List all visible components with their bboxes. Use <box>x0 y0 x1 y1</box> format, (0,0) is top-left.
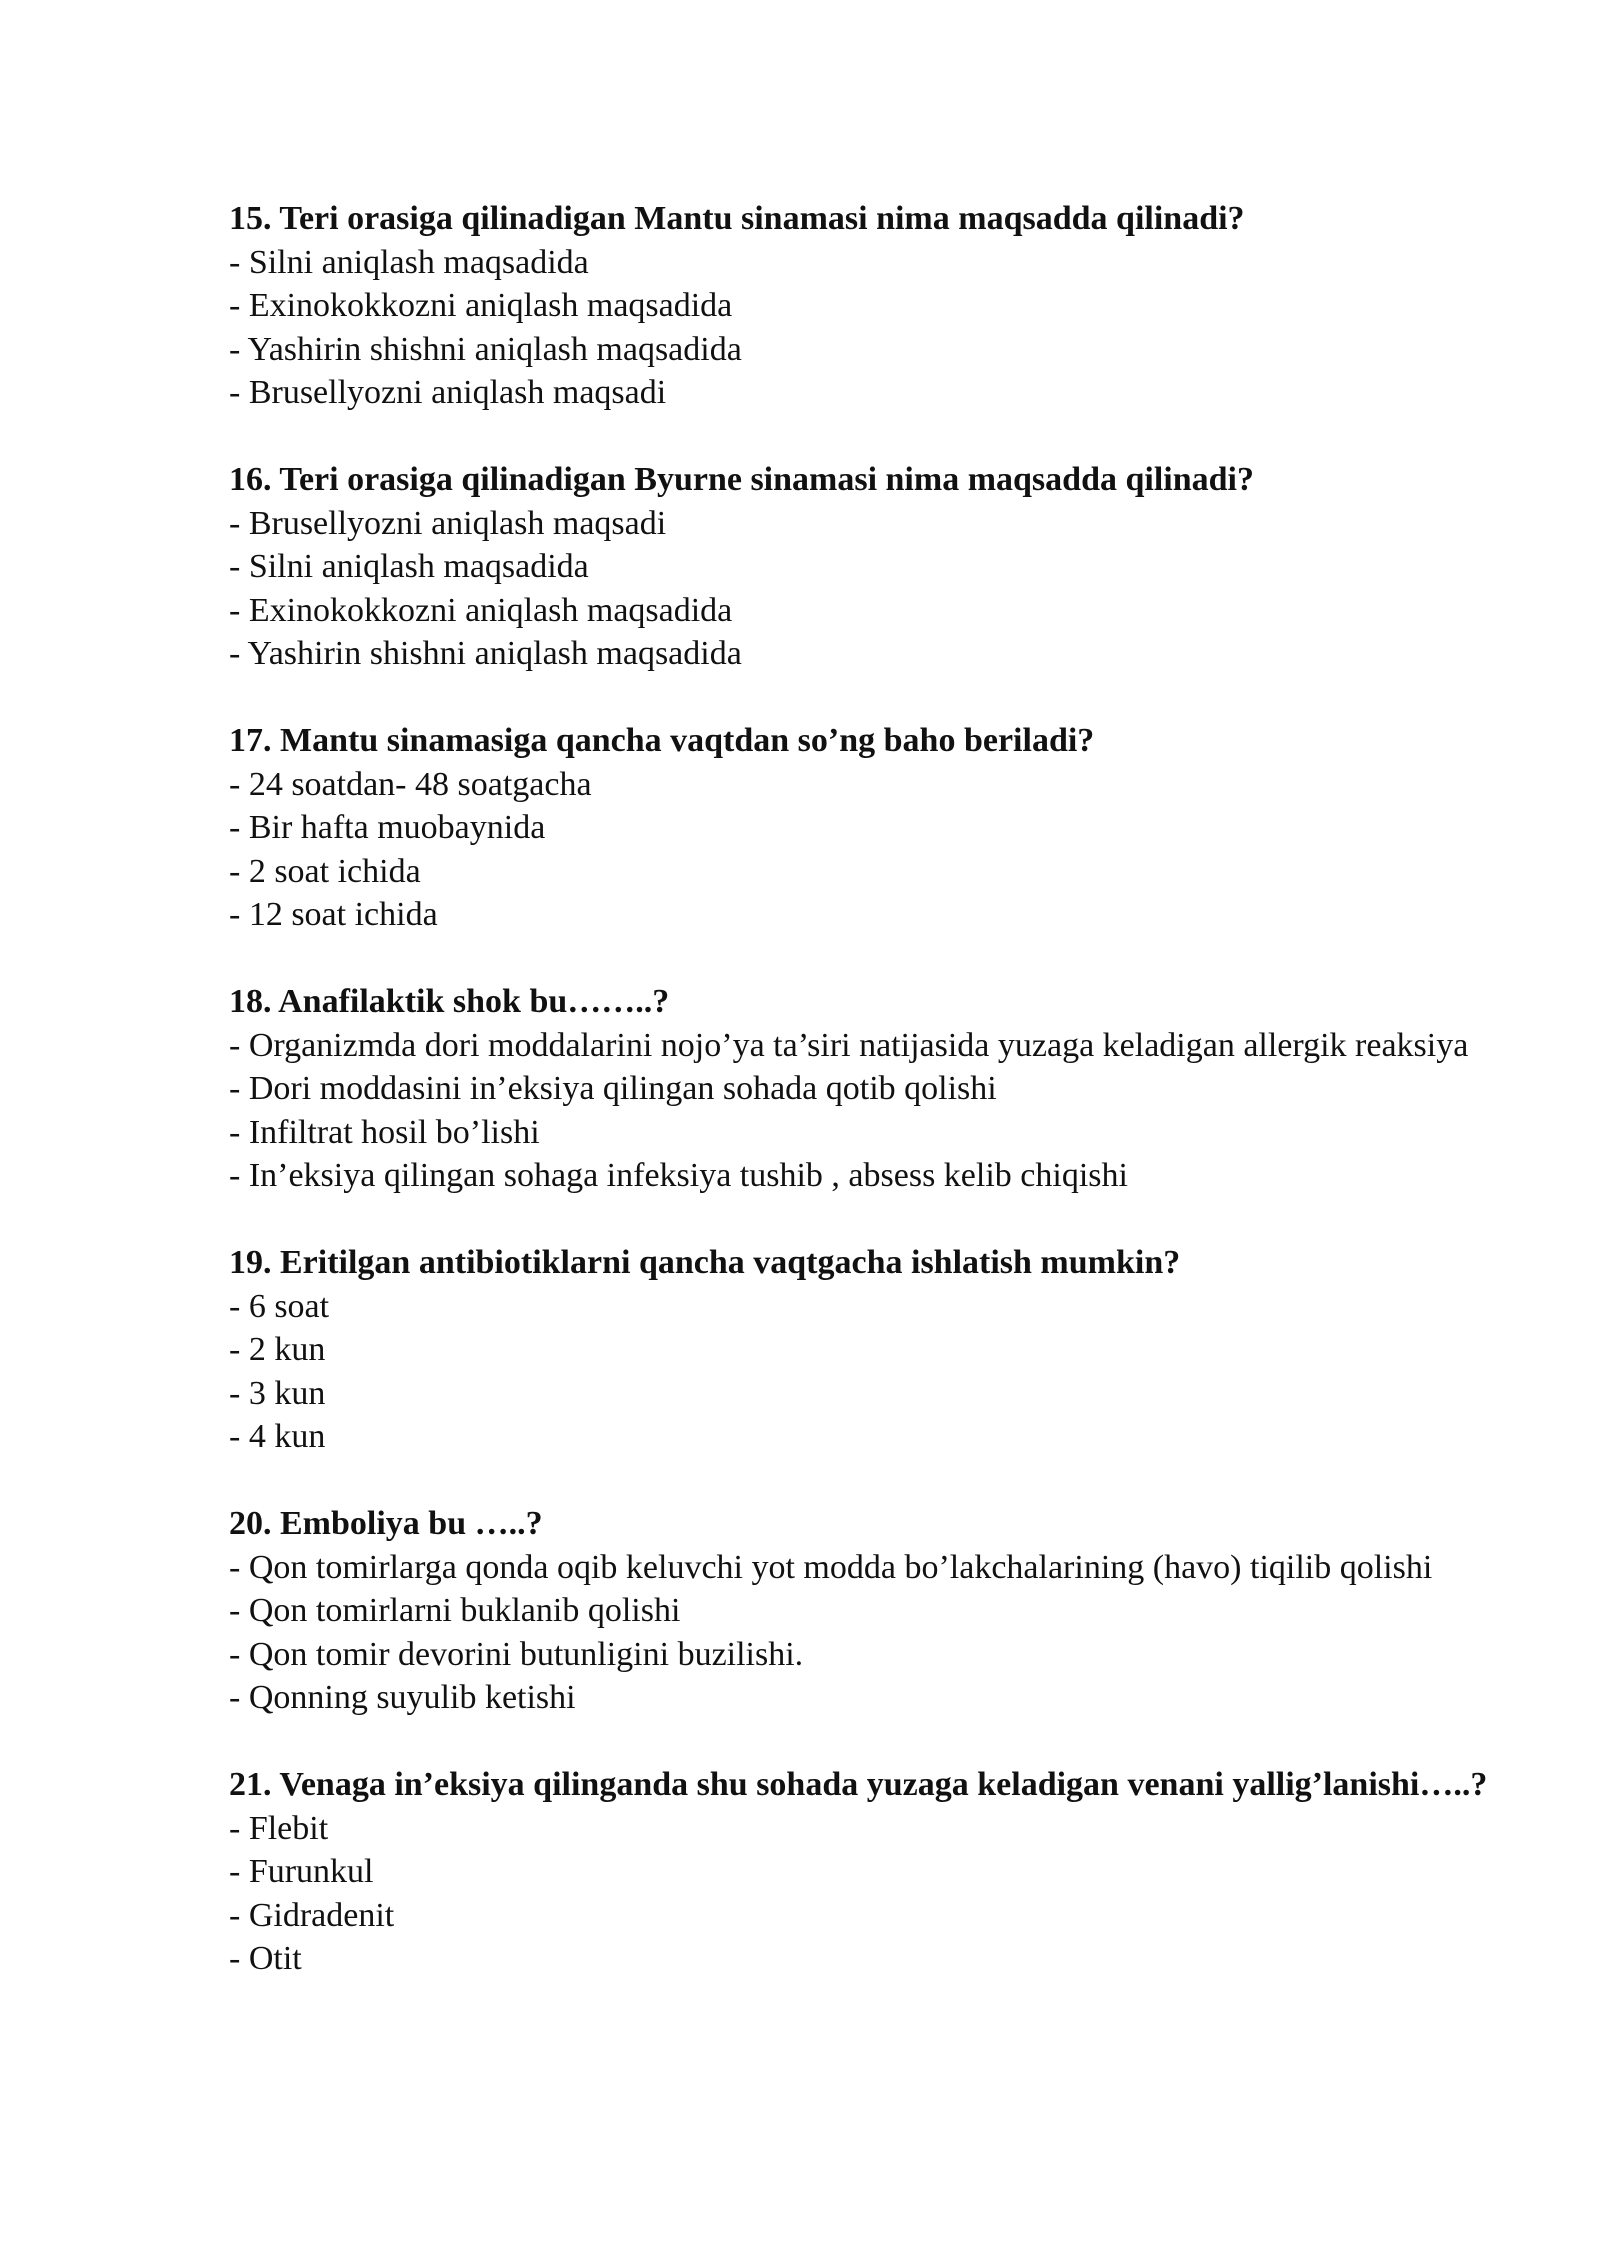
answer-option: - Brusellyozni aniqlash maqsadi <box>229 504 667 542</box>
answer-option: - 2 kun <box>229 1331 326 1368</box>
answer-option: - Qon tomirlarga qonda oqib keluvchi yot modda bo’lakchalarining (havo) tiqilib qolishi <box>229 1548 1433 1586</box>
answer-option: - Qon tomirlarni buklanib qolishi <box>229 1592 681 1629</box>
answer-option: - Yashirin shishni aniqlash maqsadida <box>229 330 742 368</box>
answer-option: - Exinokokkozni aniqlash maqsadida <box>229 287 733 324</box>
question-16 <box>229 458 1489 676</box>
answer-option: - Otit <box>229 1940 302 1977</box>
answer-option: - 24 soatdan- 48 soatgacha <box>229 765 592 803</box>
question-18 <box>229 980 1489 1198</box>
answer-option: - 6 soat <box>229 1287 330 1325</box>
question-title: 20. Emboliya bu …..? <box>229 1505 543 1542</box>
question-21 <box>229 1763 1489 1981</box>
answer-option: - 4 kun <box>229 1418 326 1455</box>
answer-option: - Bir hafta muobaynida <box>229 809 546 846</box>
answer-option: - Organizmda dori moddalarini nojo’ya ta’siri natijasida yuzaga keladigan allergik reaksiya <box>229 1026 1469 1064</box>
answer-option: - Dori moddasini in’eksiya qilingan sohada qotib qolishi <box>229 1070 997 1107</box>
question-title: 18. Anafilaktik shok bu……..? <box>229 983 670 1020</box>
answer-option: - Qon tomir devorini butunligini buzilishi. <box>229 1635 804 1673</box>
answer-option: - 2 soat ichida <box>229 852 421 890</box>
question-title: 17. Mantu sinamasiga qancha vaqtdan so’ng baho beriladi? <box>229 722 1095 759</box>
answer-option: - Silni aniqlash maqsadida <box>229 243 589 281</box>
answer-option: - In’eksiya qilingan sohaga infeksiya tushib , absess kelib chiqishi <box>229 1157 1128 1194</box>
answer-option: - Silni aniqlash maqsadida <box>229 548 589 585</box>
question-15 <box>229 197 1489 415</box>
answer-option: - Qonning suyulib ketishi <box>229 1679 576 1716</box>
question-title: 15. Teri orasiga qilinadigan Mantu sinamasi nima maqsadda qilinadi? <box>229 200 1245 237</box>
answer-option: - 3 kun <box>229 1374 326 1412</box>
question-17 <box>229 719 1489 937</box>
answer-option: - Yashirin shishni aniqlash maqsadida <box>229 635 742 672</box>
question-list <box>229 197 1489 2024</box>
question-20 <box>229 1502 1489 1720</box>
question-title: 19. Eritilgan antibiotiklarni qancha vaqtgacha ishlatish mumkin? <box>229 1244 1181 1281</box>
answer-option: - Furunkul <box>229 1853 374 1890</box>
answer-option: - Infiltrat hosil bo’lishi <box>229 1113 540 1151</box>
answer-option: - Gidradenit <box>229 1896 395 1934</box>
question-19 <box>229 1241 1489 1459</box>
question-title: 21. Venaga in’eksiya qilinganda shu sohada yuzaga keladigan venani yallig’lanishi…..? <box>229 1766 1488 1803</box>
answer-option: - Brusellyozni aniqlash maqsadi <box>229 374 667 411</box>
answer-option: - 12 soat ichida <box>229 896 438 933</box>
answer-option: - Exinokokkozni aniqlash maqsadida <box>229 591 733 629</box>
answer-option: - Flebit <box>229 1809 329 1847</box>
question-title: 16. Teri orasiga qilinadigan Byurne sinamasi nima maqsadda qilinadi? <box>229 461 1254 498</box>
